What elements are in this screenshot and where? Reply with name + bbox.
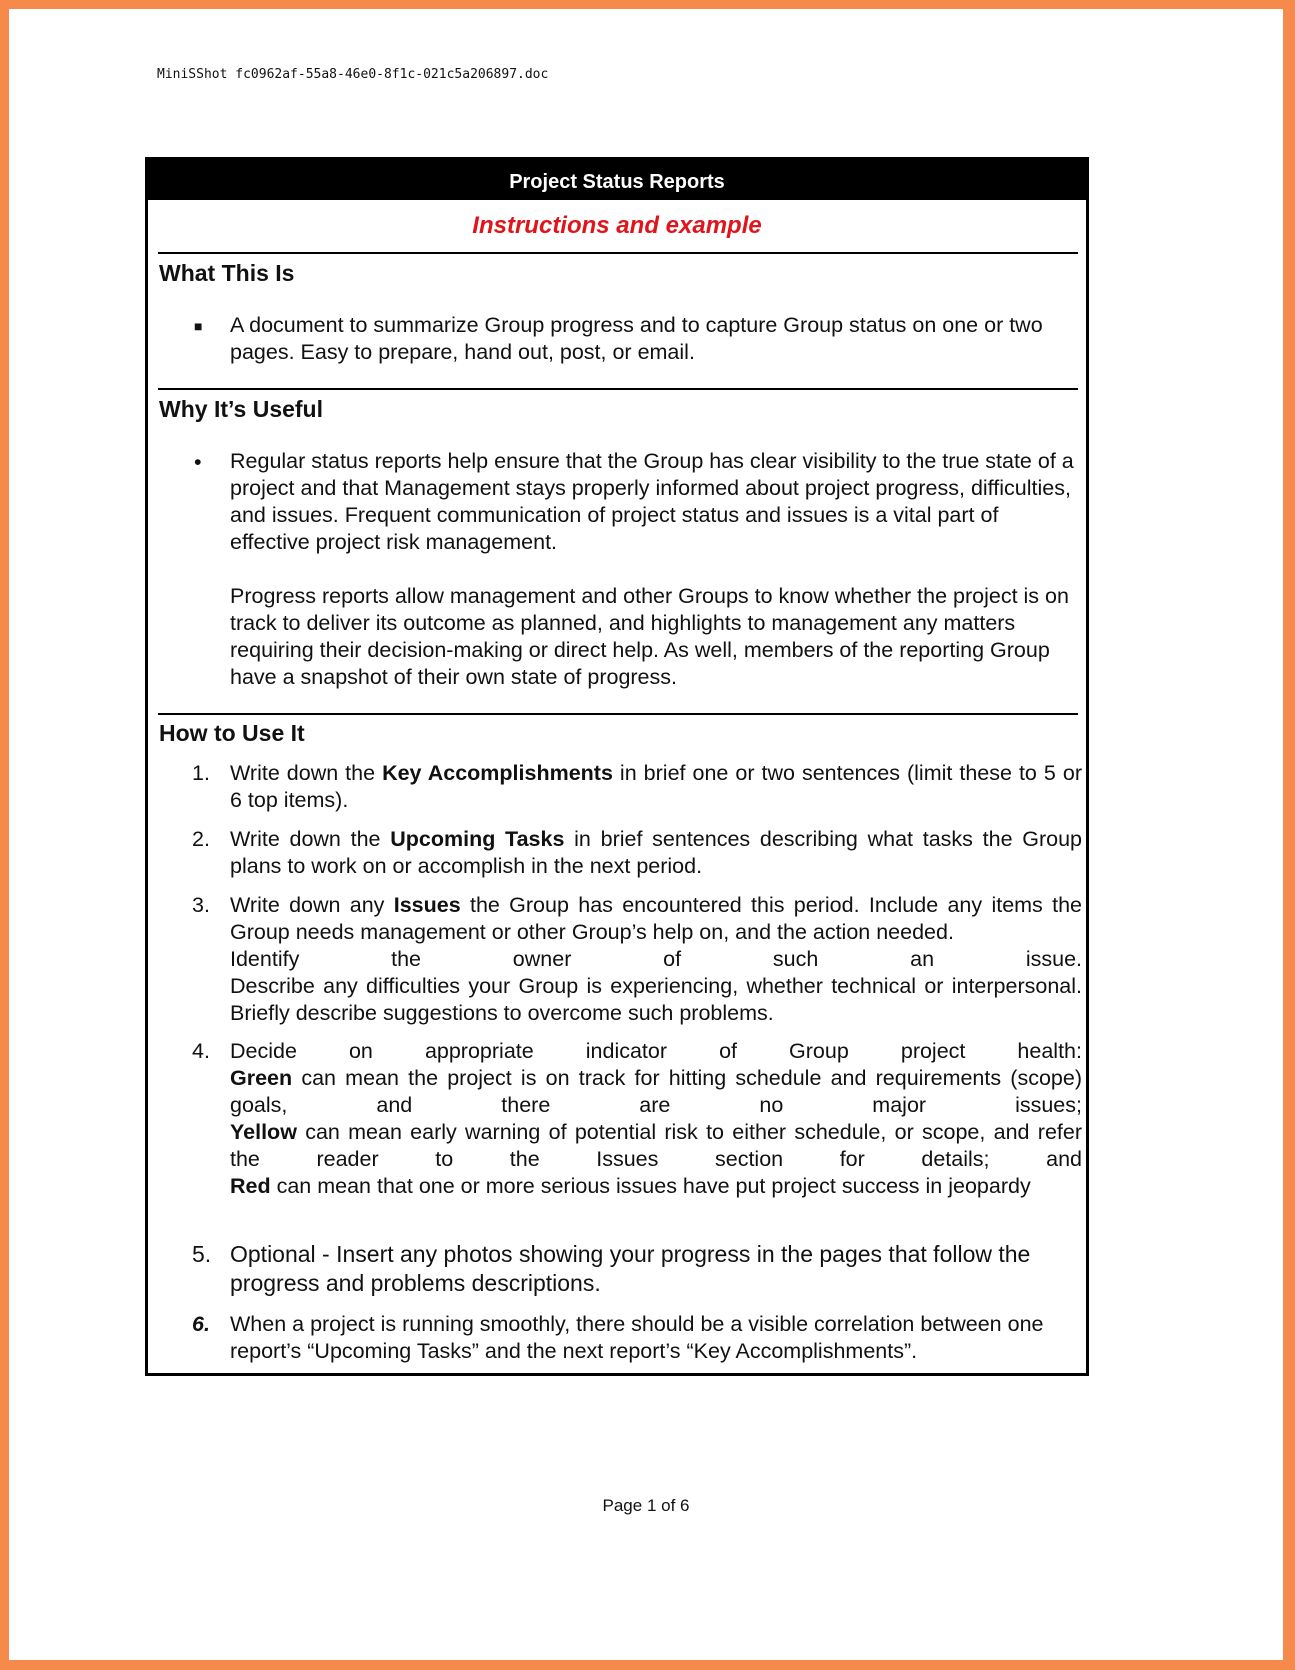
- list-item-3: Write down any Issues the Group has encountered this period. Include any items the Group needs management or other Group’s help on, and the action needed.: [230, 893, 1082, 944]
- round-bullet-icon: •: [194, 450, 202, 474]
- list-item-4-red: Red can mean that one or more serious issues have put project success in jeopardy: [230, 1174, 1031, 1198]
- list-number: 4.: [192, 1039, 210, 1063]
- list-number: 3.: [192, 893, 210, 917]
- list-item-3-difficulties: Describe any difficulties your Group is experiencing, whether technical or interpersonal. Briefly describe suggestions to overcome such problems.: [230, 974, 1082, 1025]
- report-title: Project Status Reports: [509, 170, 725, 193]
- page-footer: Page 1 of 6: [602, 1496, 690, 1515]
- list-item-4-yellow: Yellow can mean early warning of potential risk to either schedule, or scope, and refer the reader to the Issues section for details; and: [230, 1120, 1082, 1171]
- section-heading-what: What This Is: [159, 260, 295, 286]
- list-number: 6.: [192, 1312, 210, 1336]
- document-page: [9, 9, 1283, 1660]
- report-box: [145, 157, 1089, 1376]
- file-label: MiniSShot fc0962af-55a8-46e0-8f1c-021c5a206897.doc: [157, 67, 549, 82]
- subtitle: Instructions and example: [472, 212, 762, 239]
- list-item-5: Optional - Insert any photos showing your progress in the pages that follow the progress and problems descriptions.: [230, 1241, 1031, 1296]
- list-item-4-intro: Decide on appropriate indicator of Group project health:: [230, 1039, 1082, 1063]
- list-item-6: When a project is running smoothly, there should be a visible correlation between one report’s “Upcoming Tasks” and the next report’s “Key Accomplishments”.: [230, 1312, 1044, 1363]
- square-bullet-icon: ■: [194, 318, 203, 334]
- list-item-4-green: Green can mean the project is on track for hitting schedule and requirements (scope) goals, and there are no major issues;: [230, 1066, 1082, 1117]
- list-item-2: Write down the Upcoming Tasks in brief sentences describing what tasks the Group plans to work on or accomplish in the next period.: [230, 827, 1083, 878]
- list-number: 5.: [192, 1241, 212, 1267]
- section-heading-why: Why It’s Useful: [159, 396, 323, 422]
- section-divider: [158, 713, 1078, 715]
- why-paragraph-2: Progress reports allow management and other Groups to know whether the project is on track to deliver its outcome as planned, and highlights to management any matters requiring their decision-making or direct help. As well, members of the reporting Group have a snapshot of their own state of progress.: [230, 584, 1069, 689]
- title-bar: [148, 160, 1086, 200]
- list-item-1: Write down the Key Accomplishments in brief one or two sentences (limit these to 5 or 6 top items).: [230, 761, 1082, 812]
- list-number: 1.: [192, 761, 210, 785]
- list-number: 2.: [192, 827, 210, 851]
- list-item-3-owner-line: Identify the owner of such an issue.: [230, 947, 1082, 971]
- what-bullet-text: A document to summarize Group progress and to capture Group status on one or two pages. Easy to prepare, hand out, post, or email.: [230, 313, 1043, 364]
- why-paragraph-1: Regular status reports help ensure that the Group has clear visibility to the true state of a project and that Management stays properly informed about project progress, difficulties, and issues. Frequent communication of project status and issues is a vital part of effective project risk management.: [230, 449, 1074, 554]
- section-divider: [158, 388, 1078, 390]
- section-divider: [158, 252, 1078, 254]
- section-heading-how: How to Use It: [159, 720, 305, 746]
